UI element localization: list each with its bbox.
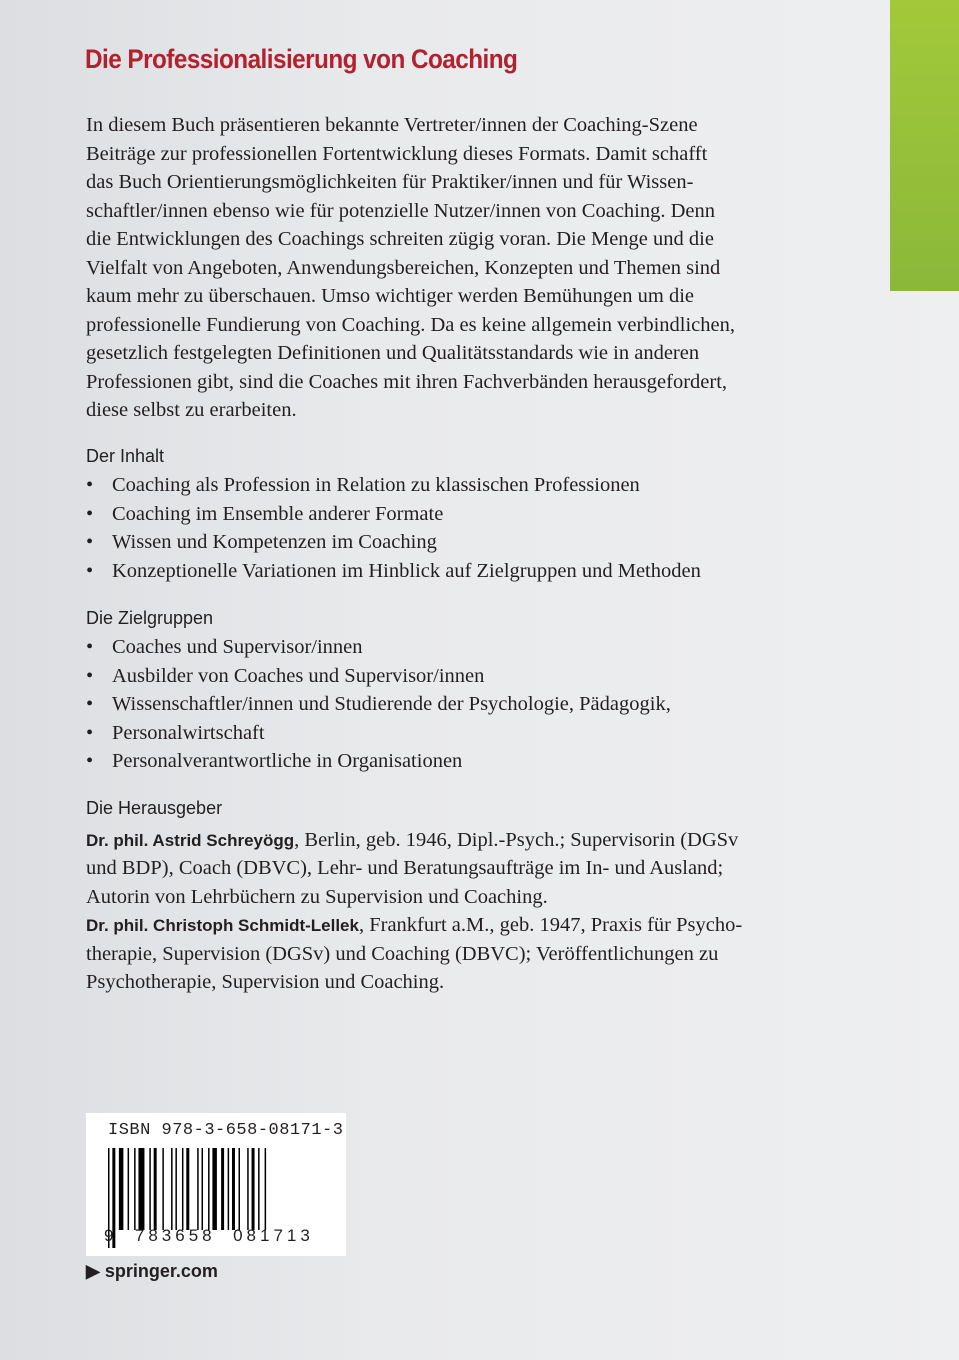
editor1-name: Dr. phil. Astrid Schreyögg	[86, 831, 295, 850]
barcode-bar	[149, 1148, 151, 1230]
bullet-icon: •	[86, 502, 94, 525]
heading-herausgeber: Die Herausgeber	[86, 798, 223, 818]
bullet-item: • Personalwirtschaft	[86, 721, 265, 744]
barcode-bar	[154, 1148, 157, 1230]
intro-line: Beiträge zur professionellen Fortentwicklung dieses Formats. Damit schafft	[86, 142, 708, 165]
isbn-barcode	[86, 1113, 346, 1256]
barcode-digits: 9 783658 081713	[104, 1226, 314, 1245]
barcode-bar	[232, 1148, 235, 1230]
play-arrow-icon: ▶	[86, 1261, 100, 1281]
barcode-bar	[258, 1148, 260, 1230]
intro-line: In diesem Buch präsentieren bekannte Vertreter/innen der Coaching-Szene	[86, 114, 698, 136]
barcode-bar	[247, 1148, 249, 1230]
bullet-item: • Personalverantwortliche in Organisationen	[86, 750, 463, 773]
editor2-name: Dr. phil. Christoph Schmidt-Lellek	[86, 916, 359, 935]
bullet-icon: •	[86, 750, 94, 773]
editor1-line: Autorin von Lehrbüchern zu Supervision und Coaching.	[86, 886, 548, 908]
editor2-line: Dr. phil. Christoph Schmidt-Lellek, Frankfurt a.M., geb. 1947, Praxis für Psycho-	[86, 914, 743, 936]
barcode-bar	[265, 1148, 267, 1230]
bullet-icon: •	[86, 664, 94, 687]
intro-line: professionelle Fundierung von Coaching. Da es keine allgemein verbindlichen,	[86, 313, 735, 336]
bullet-item: • Wissen und Kompetenzen im Coaching	[86, 531, 437, 554]
barcode-bar	[171, 1148, 173, 1230]
intro-line: schaftler/innen ebenso wie für potenzielle Nutzer/innen von Coaching. Denn	[86, 199, 716, 222]
barcode-bar	[208, 1148, 210, 1230]
editor1-line: Dr. phil. Astrid Schreyögg, Berlin, geb. 1946, Dipl.-Psych.; Supervisorin (DGSv	[86, 829, 739, 851]
editor2-line: Psychotherapie, Supervision und Coaching.	[86, 971, 445, 993]
barcode-bar	[228, 1148, 230, 1230]
barcode-bar	[212, 1148, 217, 1230]
intro-line: diese selbst zu erarbeiten.	[86, 399, 297, 421]
barcode-bar	[197, 1148, 199, 1230]
barcode-bar	[119, 1148, 124, 1230]
intro-line: Vielfalt von Angeboten, Anwendungsbereichen, Konzepten und Themen sind	[86, 256, 721, 279]
bullet-item: • Coaching als Profession in Relation zu klassischen Professionen	[86, 474, 640, 496]
green-accent-bar	[890, 0, 959, 291]
bullet-icon: •	[86, 474, 94, 496]
isbn-text: ISBN 978-3-658-08171-3	[108, 1121, 344, 1140]
intro-line: gesetzlich festgelegten Definitionen und Qualitätsstandards wie in anderen	[86, 342, 700, 364]
barcode-bar	[128, 1148, 130, 1230]
intro-line: die Entwicklungen des Coachings schreiten zügig voran. Die Menge und die	[86, 228, 714, 250]
editor1-line: und BDP), Coach (DBVC), Lehr- und Beratungsaufträge im In- und Ausland;	[86, 857, 724, 879]
intro-line: Professionen gibt, sind die Coaches mit ihren Fachverbänden herausgefordert,	[86, 370, 728, 393]
barcode-bar	[134, 1148, 136, 1230]
bullet-item: • Ausbilder von Coaches und Supervisor/innen	[86, 664, 485, 687]
heading-zielgruppen: Die Zielgruppen	[86, 608, 214, 628]
intro-line: das Buch Orientierungsmöglichkeiten für Praktiker/innen und für Wissen-	[86, 171, 694, 193]
bullet-icon: •	[86, 721, 94, 744]
barcode-bar	[252, 1148, 255, 1230]
barcode-bar	[162, 1148, 164, 1230]
bullet-icon: •	[86, 559, 94, 582]
heading-inhalt: Der Inhalt	[86, 446, 165, 466]
springer-link[interactable]: ▶ springer.com	[86, 1261, 218, 1281]
bullet-icon: •	[86, 693, 94, 716]
editor2-line: therapie, Supervision (DGSv) und Coaching (DBVC); Veröffentlichungen zu	[86, 943, 719, 965]
barcode-bar	[138, 1148, 144, 1230]
bullet-item: • Wissenschaftler/innen und Studierende der Psychologie, Pädagogik,	[86, 693, 671, 716]
bullet-item: • Coaching im Ensemble anderer Formate	[86, 502, 444, 525]
barcode-bar	[202, 1148, 204, 1230]
bullet-icon: •	[86, 636, 94, 658]
bullet-icon: •	[86, 531, 94, 554]
book-title: Die Professionalisierung von Coaching	[85, 44, 518, 74]
barcode-bar	[221, 1148, 224, 1230]
barcode-bar	[186, 1148, 189, 1230]
bullet-item: • Coaches und Supervisor/innen	[86, 636, 363, 658]
bullet-item: • Konzeptionelle Variationen im Hinblick auf Zielgruppen und Methoden	[86, 559, 701, 582]
barcode-bar	[239, 1148, 241, 1230]
barcode-bar	[175, 1148, 177, 1230]
barcode-bar	[182, 1148, 184, 1230]
intro-line: kaum mehr zu überschauen. Umso wichtiger werden Bemühungen um die	[86, 285, 694, 307]
